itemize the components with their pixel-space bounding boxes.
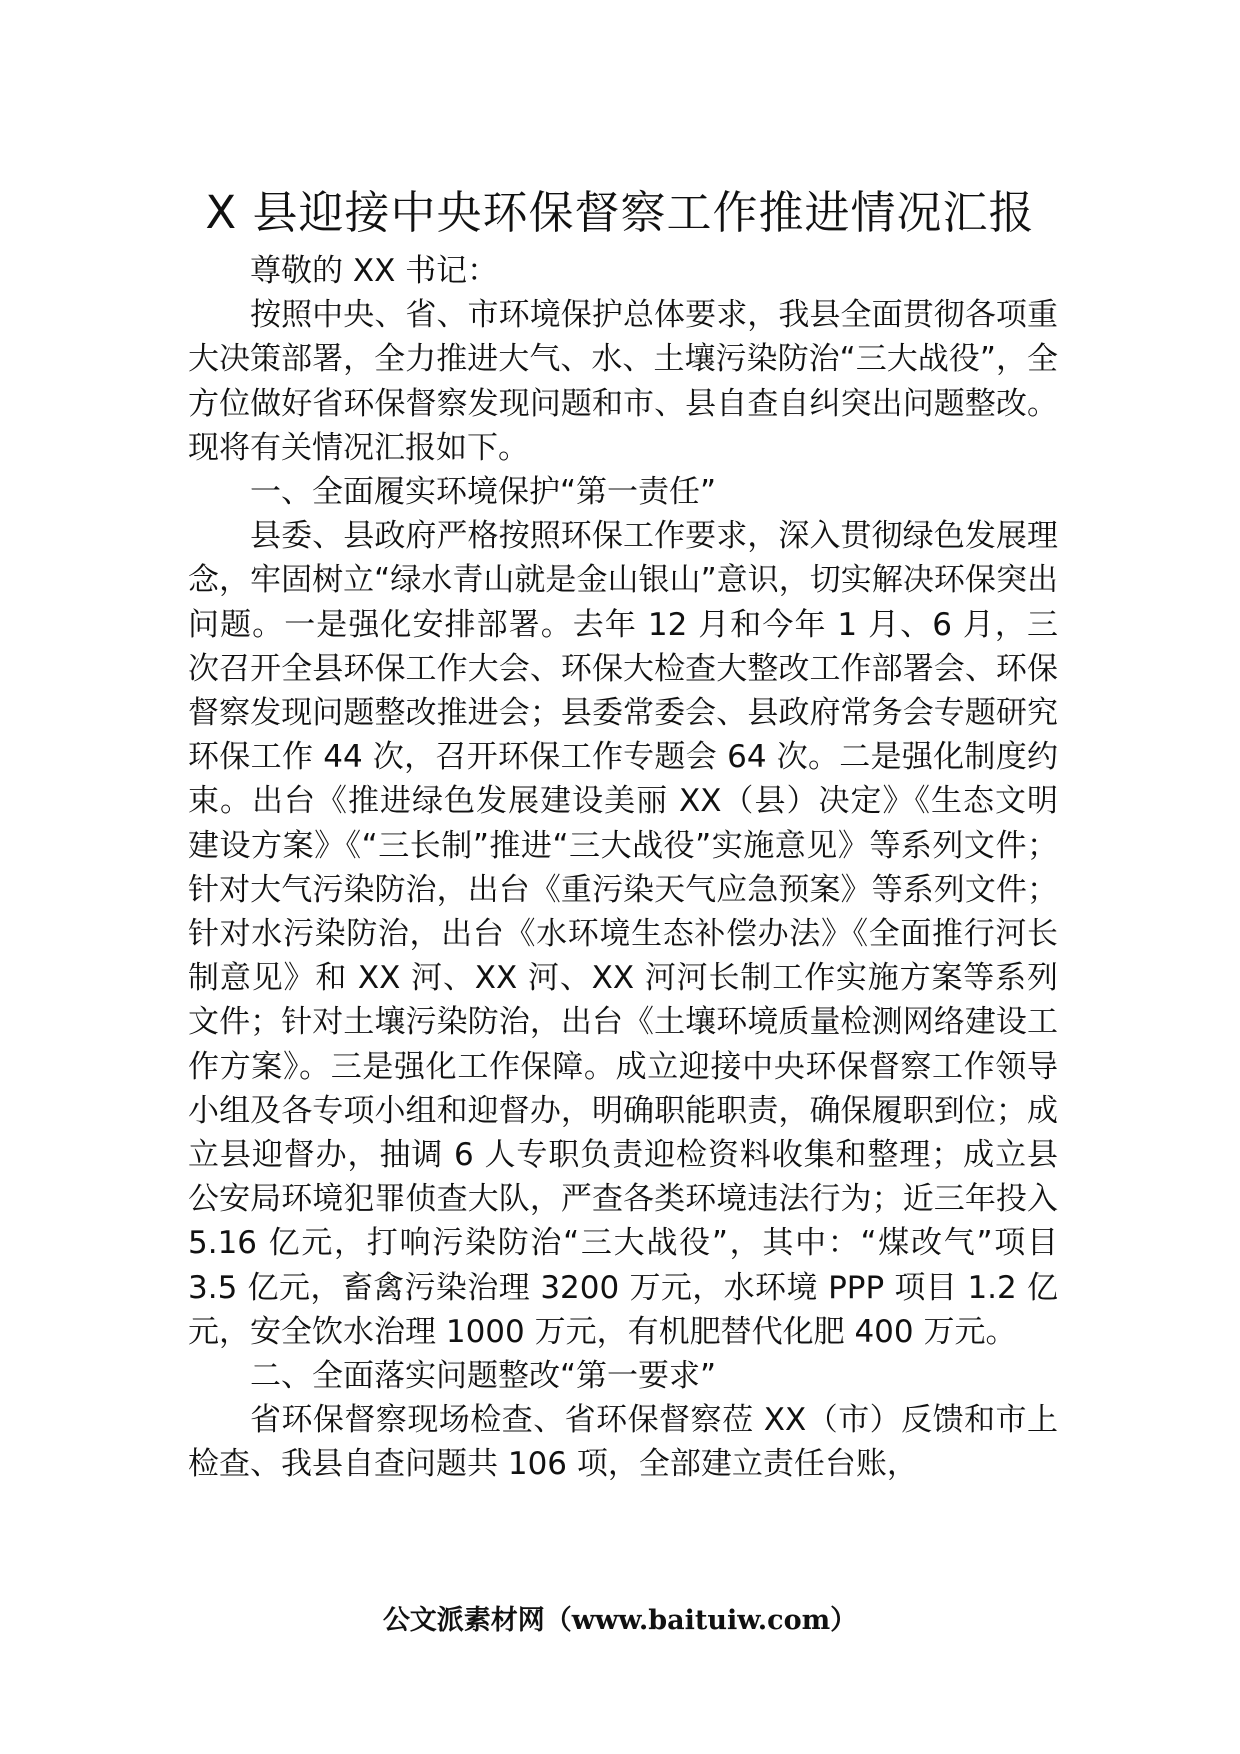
salutation: 尊敬的 XX 书记：: [250, 253, 499, 289]
footer-watermark: 公文派素材网（www.baituiw.com）: [382, 1605, 858, 1636]
intro-paragraph: 按照中央、省、市环境保护总体要求，我县全面贯彻各项重大决策部署，全力推进大气、水、土壤污染防治“三大战役”，全方位做好省环保督察发现问题和市、县自查自纠突出问题整改。现将有关情况汇报如下。: [188, 297, 1058, 466]
section-heading-1: 一、全面履实环境保护“第一责任”: [250, 474, 717, 511]
document-title: X 县迎接中央环保督察工作推进情况汇报: [205, 186, 1035, 239]
section-1-paragraph: 县委、县政府严格按照环保工作要求，深入贯彻绿色发展理念，牢固树立“绿水青山就是金山银山”意识，切实解决环保突出问题。一是强化安排部署。去年 12 月和今年 1 月、6 月，三次召开全县环保工作大会、环保大检查大整改工作部署会、环保督察发现问题整改推进会；县委常委会、县政府常务会专题研究环保工作 44 次，召开环保工作专题会 64 次。二是强化制度约束。出台《推进绿色发展建设美丽 XX（县）决定》《生态文明建设方案》《“三长制”推进“三大战役”实施意见》等系列文件；针对大气污染防治，出台《重污染天气应急预案》等系列文件；针对水污染防治，出台《水环境生态补偿办法》《全面推行河长制意见》和 XX 河、XX 河、XX 河河长制工作实施方案等系列文件；针对土壤污染防治，出台《土壤环境质量检测网络建设工作方案》。三是强化工作保障。成立迎接中央环保督察工作领导小组及各专项小组和迎督办，明确职能职责，确保履职到位；成立县迎督办，抽调 6 人专职负责迎检资料收集和整理；成立县公安局环境犯罪侦查大队，严查各类环境违法行为；近三年投入 5.16 亿元，打响污染防治“三大战役”，其中：“煤改气”项目 3.5 亿元，畜禽污染治理 3200 万元，水环境 PPP 项目 1.2 亿元，安全饮水治理 1000 万元，有机肥替代化肥 400 万元。: [188, 518, 1058, 1350]
section-2-paragraph: 省环保督察现场检查、省环保督察莅 XX（市）反馈和市上检查、我县自查问题共 106 项，全部建立责任台账，: [188, 1402, 1058, 1483]
document-body: [188, 249, 1058, 1487]
section-heading-2: 二、全面落实问题整改“第一要求”: [250, 1358, 717, 1395]
